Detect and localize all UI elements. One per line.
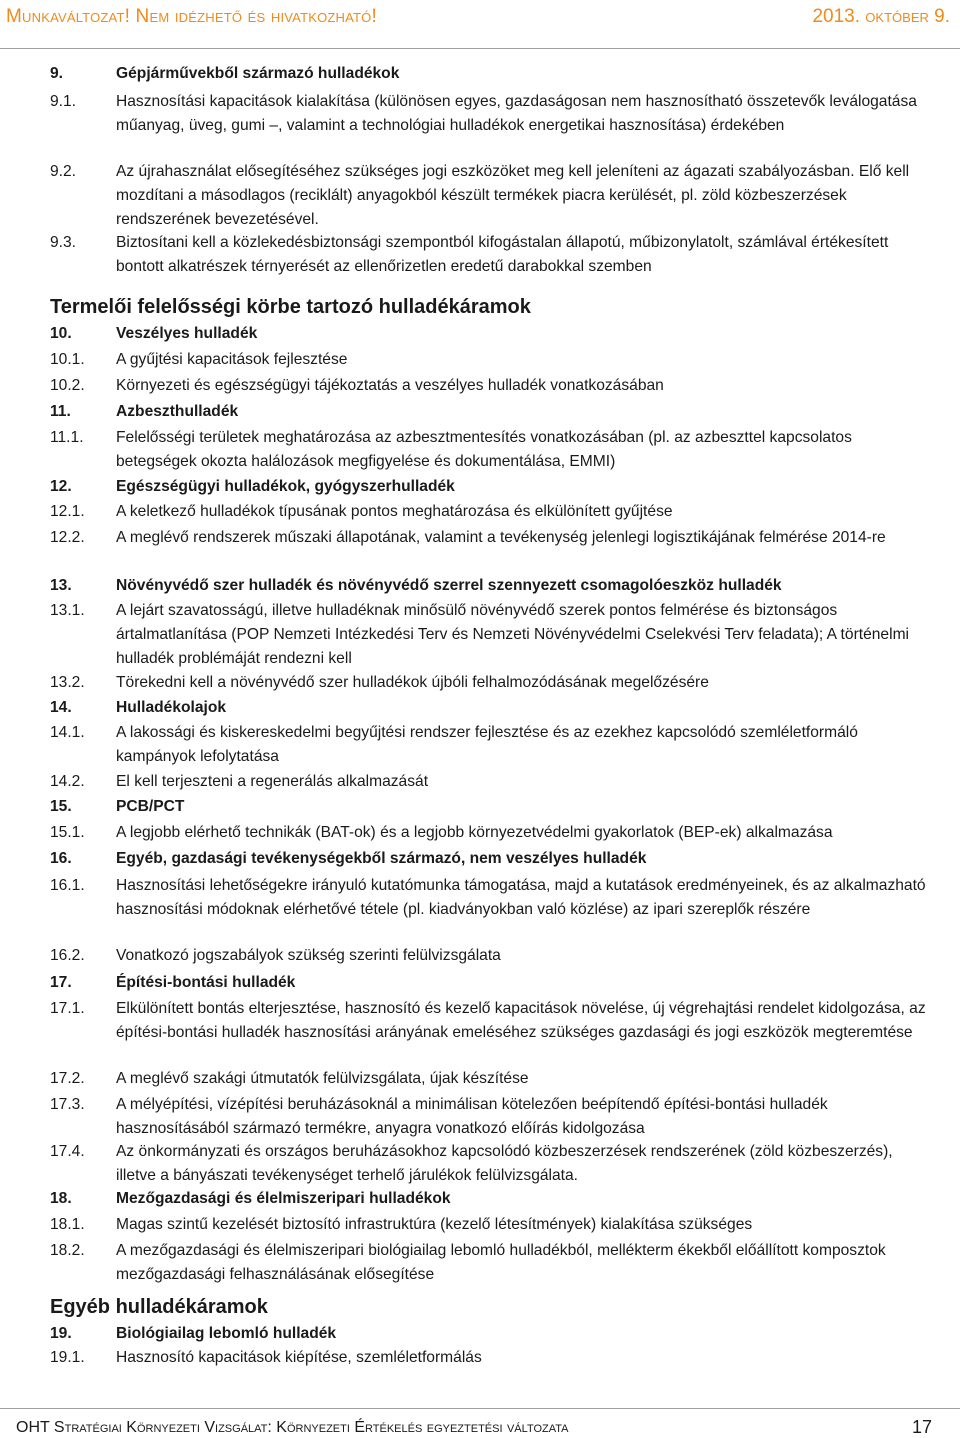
list-item: 19.1. Hasznosító kapacitások kiépítése, szemléletformálás — [50, 1349, 482, 1366]
header-draft-notice: Munkaváltozat! Nem idézhető és hivatkozható! — [6, 6, 377, 27]
list-item: 17.3. A mélyépítési, vízépítési beruházásoknál a minimálisan kötelezően beépítendő építési-bontási hulladék hasznosításából származó termékre, anyagra vonatkozó előírás kidolgozása — [50, 1096, 828, 1137]
list-item: 13. Növényvédő szer hulladék és növényvédő szerrel szennyezett csomagolóeszköz hulladék — [50, 577, 782, 594]
list-item: 12. Egészségügyi hulladékok, gyógyszerhulladék — [50, 478, 455, 495]
list-item: 13.1. A lejárt szavatosságú, illetve hulladéknak minősülő növényvédő szerek pontos felmérése és biztonságos ártalmatlanítása (POP Nemzeti Intézkedési Terv és Nemzeti Növényvédelmi Cselekvési Terv feladata); A történelmi hulladék problémáját rendezni kell — [50, 602, 910, 667]
list-item: 15.1. A legjobb elérhető technikák (BAT-ok) és a legjobb környezetvédelmi gyakorlatok (BEP-ek) alkalmazása — [50, 824, 833, 841]
list-item: 10.1. A gyűjtési kapacitások fejlesztése — [50, 351, 348, 368]
list-item: 9.3. Biztosítani kell a közlekedésbiztonsági szempontból kifogástalan állapotú, műbizonylatolt, számlával értékesített bontott alkatrészek térnyerését az ellenőrizetlen eredetű darabokkal szemben — [50, 234, 889, 275]
section-heading-producer: Termelői felelősségi körbe tartozó hulladékáramok — [50, 296, 531, 318]
list-item: 18.1. Magas szintű kezelését biztosító infrastruktúra (kezelő létesítmények) kialakítása szükséges — [50, 1216, 753, 1233]
list-item: 14. Hulladékolajok — [50, 699, 227, 716]
list-item: 16.1. Hasznosítási lehetőségekre irányuló kutatómunka támogatása, majd a kutatások eredményeinek, és az alkalmazható hasznosítási módoknak elérhetővé tétele (pl. kiadványokban való közlése) az ipari szereplők részére — [50, 877, 926, 918]
list-item: 17.4. Az önkormányzati és országos beruházásokhoz kapcsolódó közbeszerzések rendszerének (zöld közbeszerzés), illetve a bányászati tevékenységet terhelő járulékok felülvizsgálata. — [50, 1143, 893, 1184]
list-item: 14.1. A lakossági és kiskereskedelmi begyűjtési rendszer fejlesztése és az ezekhez kapcsolódó szemléletformáló kampányok lefolytatása — [50, 724, 858, 765]
page-footer — [0, 1408, 960, 1437]
list-item: 18.2. A mezőgazdasági és élelmiszeripari biológiailag lebomló hulladékból, mellékterm ékekből előállított komposztok mezőgazdasági felhasználásának elősegítése — [50, 1242, 886, 1283]
list-item: 19. Biológiailag lebomló hulladék — [50, 1325, 337, 1342]
page-number: 17 — [911, 1417, 932, 1437]
list-item: 12.1. A keletkező hulladékok típusának pontos meghatározása és elkülönített gyűjtése — [50, 503, 673, 520]
list-item: 15. PCB/PCT — [50, 798, 185, 815]
list-item: 11.1. Felelősségi területek meghatározása az azbesztmentesítés vonatkozásában (pl. az azbeszttel kapcsolatos betegségek okozta halálozások megfigyelése és dokumentálása, EMMI) — [50, 429, 852, 470]
list-item: 14.2. El kell terjeszteni a regenerálás alkalmazását — [50, 773, 429, 790]
list-item: 10.2. Környezeti és egészségügyi tájékoztatás a veszélyes hulladék vonatkozásában — [50, 377, 664, 394]
list-item: 17.1. Elkülönített bontás elterjesztése, hasznosító és kezelő kapacitások növelése, új végrehajtási rendelet kidolgozása, az építési-bontási hulladék hasznosítási arányának emeléséhez szükséges gazdasági és jogi eszközök megteremtése — [50, 1000, 926, 1041]
list-item: 18. Mezőgazdasági és élelmiszeripari hulladékok — [50, 1190, 451, 1207]
list-item: 9. Gépjárművekből származó hulladékok — [50, 65, 400, 82]
header-date: 2013. október 9. — [812, 6, 950, 27]
list-item: 11. Azbeszthulladék — [50, 403, 239, 420]
section-heading-other: Egyéb hulladékáramok — [50, 1296, 268, 1318]
list-item: 16.2. Vonatkozó jogszabályok szükség szerinti felülvizsgálata — [50, 947, 501, 964]
list-item: 17.2. A meglévő szakági útmutatók felülvizsgálata, újak készítése — [50, 1070, 529, 1087]
footer-document-title: OHT Stratégiai Környezeti Vizsgálat: Környezeti Értékelés egyeztetési változata — [16, 1419, 569, 1436]
list-item: 9.1. Hasznosítási kapacitások kialakítása (különösen egyes, gazdaságosan nem hasznosítható összetevők leválogatása műanyag, üveg, gumi –, valamint a technológiai hulladékok energetikai hasznosítása) érdekében — [50, 93, 917, 134]
list-item: 16. Egyéb, gazdasági tevékenységekből származó, nem veszélyes hulladék — [50, 850, 647, 867]
list-item: 17. Építési-bontási hulladék — [50, 974, 296, 991]
list-item: 10. Veszélyes hulladék — [50, 325, 258, 342]
list-item: 12.2. A meglévő rendszerek műszaki állapotának, valamint a tevékenység jelenlegi logisztikájának felmérése 2014-re — [50, 529, 886, 546]
list-item: 13.2. Törekedni kell a növényvédő szer hulladékok újbóli felhalmozódásának megelőzésére — [50, 674, 709, 691]
list-item: 9.2. Az újrahasználat elősegítéséhez szükséges jogi eszközöket meg kell jeleníteni az ágazati szabályozásban. Elő kell mozdítani a másodlagos (reciklált) anyagokból készült termékek piacra kerülését, pl. zöld közbeszerzések rendszerének bevezetésével. — [50, 163, 910, 228]
page-header — [0, 0, 960, 49]
